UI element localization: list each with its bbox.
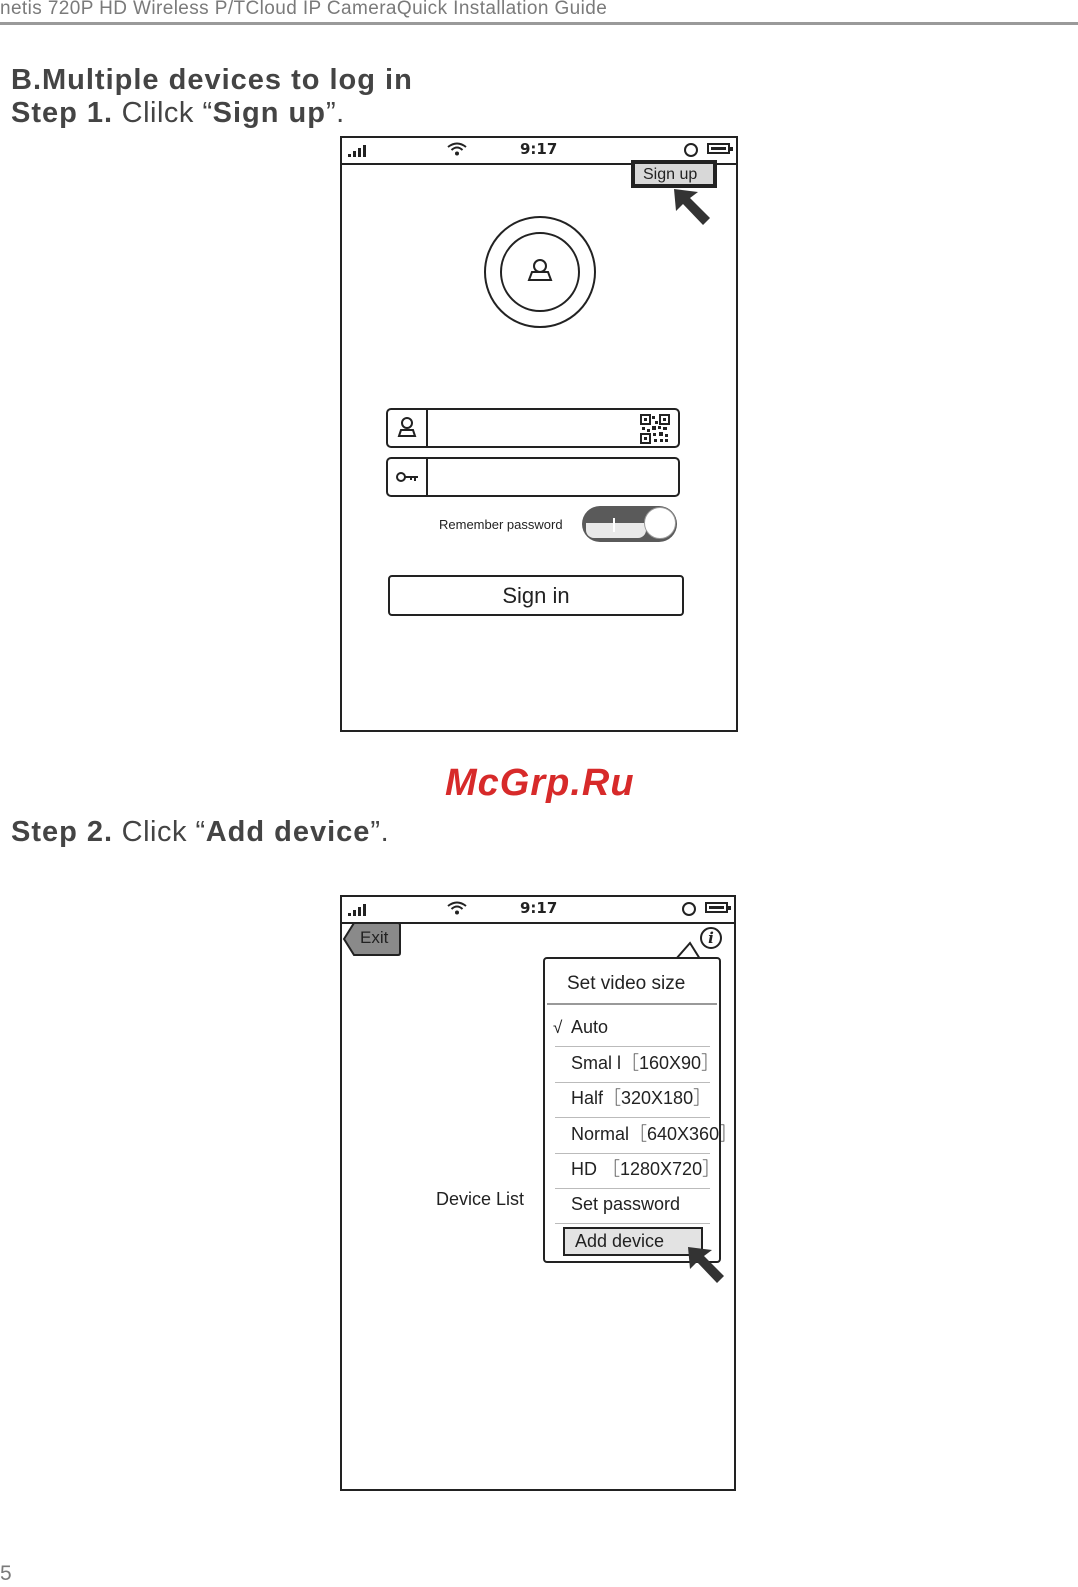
- step-1-instruction: [11, 97, 345, 130]
- step-2-label: Step 2.: [11, 816, 114, 848]
- sign-up-button[interactable]: [631, 160, 717, 188]
- exit-button[interactable]: [342, 921, 402, 957]
- key-icon: [388, 459, 428, 495]
- menu-item-small[interactable]: Smal l［160X90］: [555, 1047, 710, 1083]
- status-bar: [342, 897, 734, 924]
- pointer-arrow-icon: [672, 187, 720, 229]
- menu-item-set-password[interactable]: Set password: [555, 1188, 710, 1224]
- status-time: 9:17: [520, 899, 558, 917]
- signal-icon: [348, 902, 370, 916]
- alarm-clock-icon: [682, 902, 696, 916]
- wifi-icon: [446, 900, 468, 916]
- password-field[interactable]: [386, 457, 680, 497]
- step-1-target: Sign up: [212, 97, 326, 129]
- page-header: [0, 0, 1078, 22]
- step-1-suffix: ”.: [325, 97, 345, 129]
- watermark: McGrp.Ru: [445, 762, 635, 804]
- step-2-suffix: ”.: [370, 816, 390, 848]
- exit-label: Exit: [360, 928, 389, 947]
- section-heading: B.Multiple devices to log in: [11, 64, 413, 96]
- pointer-arrow-icon: [686, 1245, 734, 1287]
- alarm-clock-icon: [684, 143, 698, 157]
- menu-item-normal[interactable]: Normal［640X360］: [555, 1118, 710, 1154]
- sign-up-label: Sign up: [635, 164, 713, 184]
- toggle-knob: [644, 507, 676, 539]
- username-field[interactable]: [386, 408, 680, 448]
- menu-item-half[interactable]: Half［320X180］: [555, 1082, 710, 1118]
- info-icon[interactable]: i: [700, 927, 722, 949]
- qr-code-icon[interactable]: [640, 414, 670, 444]
- step-1-verb: Clilck “: [113, 97, 213, 129]
- phone-login-screen: [340, 136, 738, 732]
- signal-icon: [348, 143, 370, 157]
- step-2-target: Add device: [205, 816, 371, 848]
- user-icon: [502, 234, 578, 310]
- user-icon: [388, 410, 428, 446]
- wifi-icon: [446, 141, 468, 157]
- menu-title: Set video size: [567, 973, 686, 994]
- avatar: [484, 216, 596, 328]
- remember-password-label: Remember password: [439, 517, 563, 532]
- add-device-button[interactable]: Add device: [563, 1227, 703, 1256]
- header-divider: [0, 22, 1078, 25]
- step-1-label: Step 1.: [11, 97, 114, 129]
- menu-item-hd[interactable]: HD ［1280X720］: [555, 1153, 710, 1189]
- device-list-label: Device List: [436, 1189, 525, 1209]
- sign-in-button[interactable]: Sign in: [388, 575, 684, 616]
- phone-device-screen: [340, 895, 736, 1491]
- battery-icon: [707, 143, 730, 154]
- check-mark-icon: √: [553, 1018, 563, 1037]
- step-2-instruction: [11, 816, 389, 849]
- remember-password-toggle[interactable]: [582, 506, 677, 542]
- menu-item-auto[interactable]: √ Auto: [555, 1011, 710, 1047]
- page-number: 5: [0, 1562, 12, 1585]
- header-title: netis 720P HD Wireless P/TCloud IP CameraQuick Installation Guide: [0, 0, 608, 19]
- status-time: 9:17: [520, 140, 558, 158]
- step-2-verb: Click “: [113, 816, 206, 848]
- battery-icon: [705, 902, 728, 913]
- menu-divider: [547, 1003, 717, 1005]
- settings-dropdown-menu: [543, 957, 738, 1263]
